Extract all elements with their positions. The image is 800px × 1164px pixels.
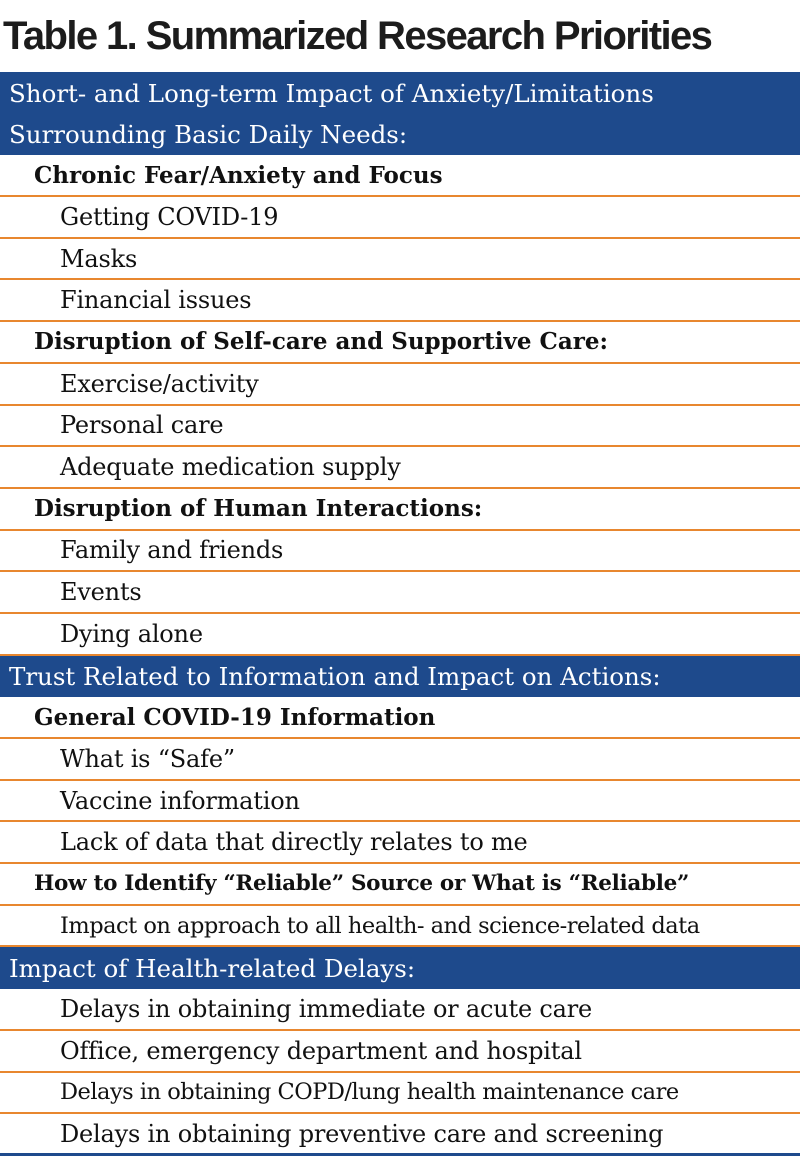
section-header-anxiety xyxy=(0,72,800,155)
section-header-line: Surrounding Basic Daily Needs: xyxy=(9,119,408,149)
list-item: Delays in obtaining immediate or acute care xyxy=(0,989,800,1031)
list-item: Office, emergency department and hospital xyxy=(0,1031,800,1073)
group-label: How to Identify “Reliable” Source or What is “Reliable” xyxy=(0,864,800,906)
group-label: Disruption of Human Interactions: xyxy=(0,489,800,531)
list-item: Delays in obtaining COPD/lung health maintenance care xyxy=(0,1073,800,1115)
list-item: Lack of data that directly relates to me xyxy=(0,822,800,864)
list-item: Dying alone xyxy=(0,614,800,656)
list-item: Personal care xyxy=(0,406,800,448)
list-item: Vaccine information xyxy=(0,781,800,823)
list-item: Adequate medication supply xyxy=(0,447,800,489)
list-item: Family and friends xyxy=(0,531,800,573)
list-item: What is “Safe” xyxy=(0,739,800,781)
list-item: Getting COVID-19 xyxy=(0,197,800,239)
section-header-delays: Impact of Health-related Delays: xyxy=(0,947,800,989)
list-item: Events xyxy=(0,572,800,614)
section-header-trust: Trust Related to Information and Impact on Actions: xyxy=(0,656,800,698)
list-item: Impact on approach to all health- and science-related data xyxy=(0,906,800,948)
section-header-line: Short- and Long-term Impact of Anxiety/Limitations xyxy=(9,78,654,108)
list-item: Financial issues xyxy=(0,280,800,322)
priorities-table xyxy=(0,72,800,1156)
list-item: Delays in obtaining preventive care and screening xyxy=(0,1114,800,1156)
table-title: Table 1. Summarized Research Priorities xyxy=(3,13,712,58)
group-label: Chronic Fear/Anxiety and Focus xyxy=(0,155,800,197)
group-label: Disruption of Self-care and Supportive Care: xyxy=(0,322,800,364)
list-item: Exercise/activity xyxy=(0,364,800,406)
list-item: Masks xyxy=(0,239,800,281)
group-label: General COVID-19 Information xyxy=(0,697,800,739)
